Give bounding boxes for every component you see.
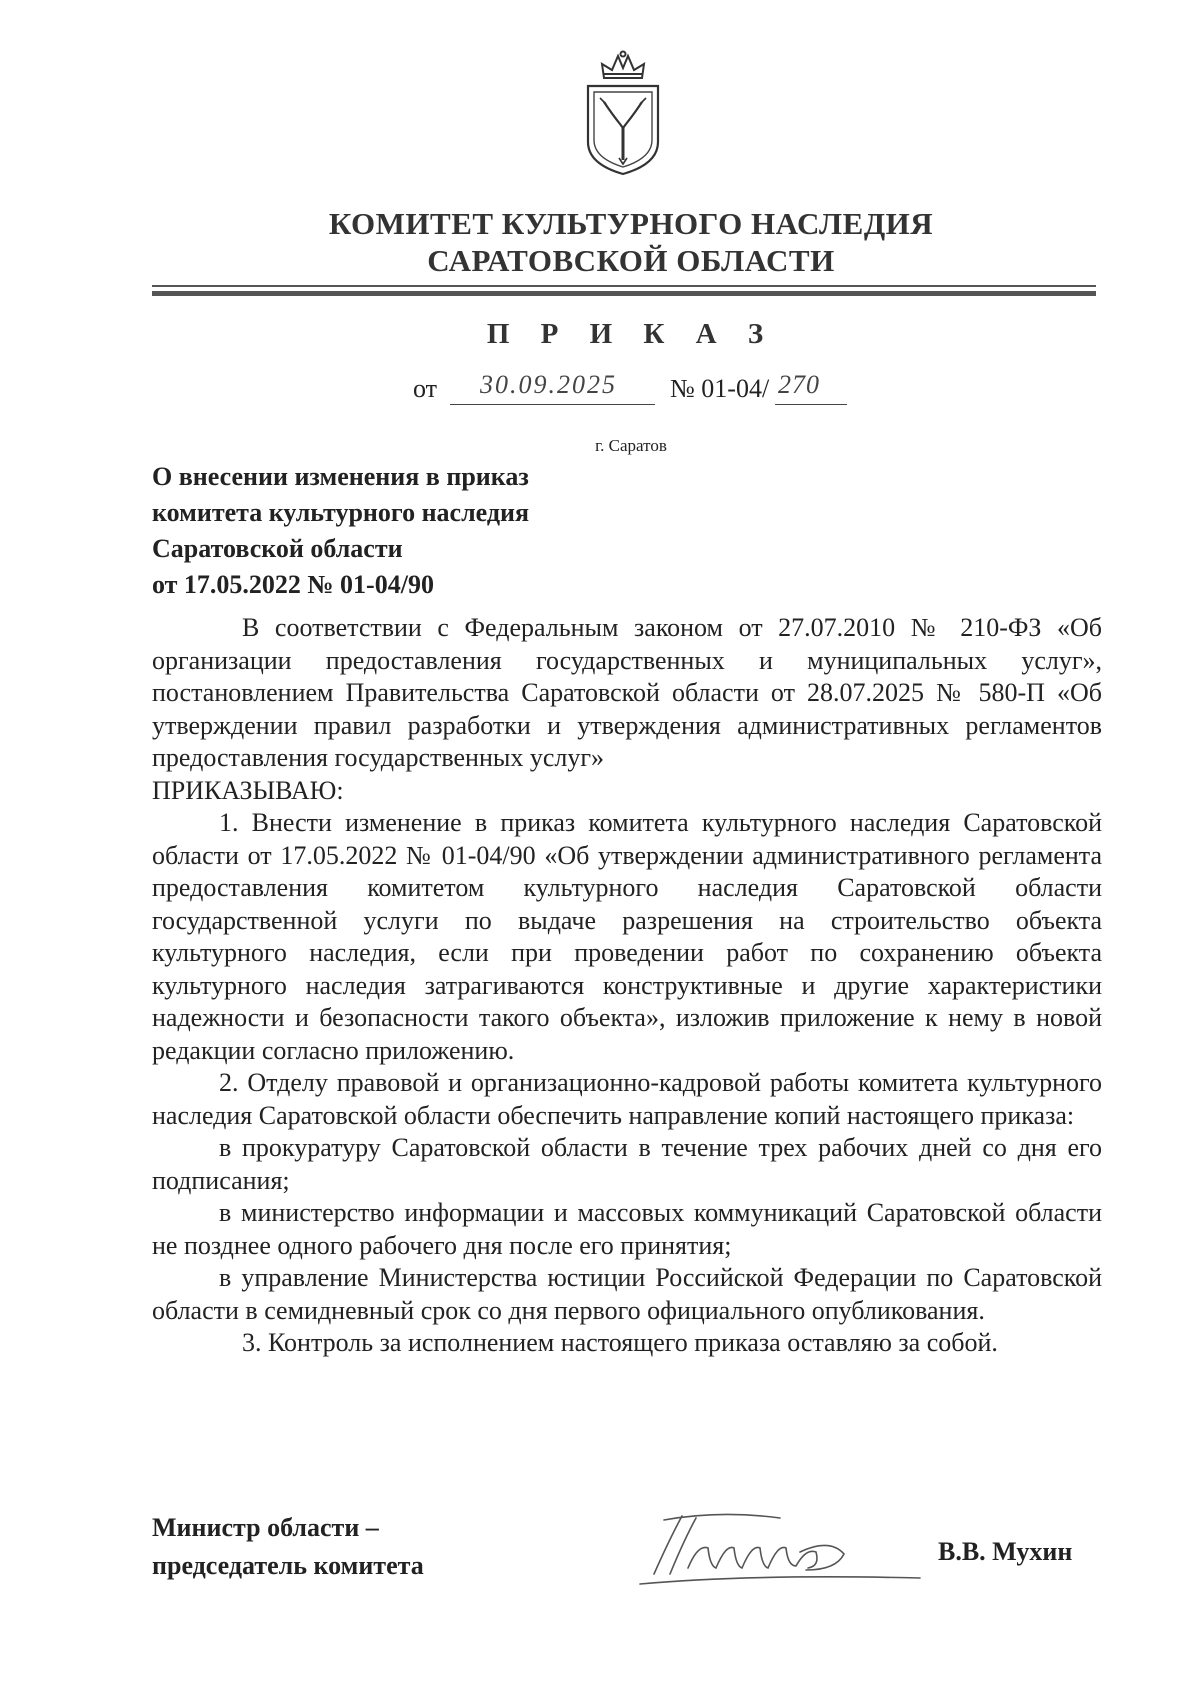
- signatory-name: В.В. Мухин: [938, 1537, 1073, 1566]
- signatory-title: [152, 1509, 424, 1585]
- date-prefix-label: от: [413, 374, 438, 403]
- item-2c-paragraph: в управление Министерства юстиции Российской Федерации по Саратовской области в семидневный срок со дня первого официального опубликования.: [152, 1263, 1102, 1325]
- number-underline: [775, 404, 847, 405]
- item-2-paragraph: 2. Отделу правовой и организационно-кадровой работы комитета культурного наследия Саратовской области обеспечить направление копий настоящего приказа:: [152, 1068, 1102, 1130]
- preamble-paragraph: В соответствии с Федеральным законом от 27.07.2010 № 210-ФЗ «Об организации предоставления государственных и муниципальных услуг», постановлением Правительства Саратовской области от 28.07.2025 № 580-П «Об утверждении правил разработки и утверждения административных регламентов предоставления государственных услуг»: [152, 613, 1102, 772]
- document-number: 270: [778, 370, 820, 399]
- document-type-title: П Р И К А З: [486, 318, 776, 350]
- signatory-title-line2: председатель комитета: [152, 1551, 424, 1580]
- subject-line: комитета культурного наследия: [152, 498, 530, 527]
- document-number-label: № 01-04/: [670, 374, 770, 403]
- item-3-paragraph: 3. Контроль за исполнением настоящего приказа оставляю за собой.: [242, 1328, 998, 1357]
- signatory-title-line1: Министр области –: [152, 1513, 379, 1542]
- header-rule-thin: [152, 285, 1096, 287]
- date-underline: [450, 404, 655, 405]
- organization-name-line1: КОМИТЕТ КУЛЬТУРНОГО НАСЛЕДИЯ: [328, 206, 934, 241]
- item-1-paragraph: 1. Внести изменение в приказ комитета культурного наследия Саратовской области от 17.05.2022 № 01-04/90 «Об утверждении административного регламента предоставления комитетом культурного наследия Саратовской области государственной услуги по выдаче разрешения на строительство объекта культурного наследия, если при проведении работ по сохранению объекта культурного наследия затрагиваются конструктивные и другие характеристики надежности и безопасности такого объекта», изложив приложение к нему в новой редакции согласно приложению.: [152, 808, 1102, 1065]
- saratov-coat-of-arms-icon: [582, 50, 664, 178]
- item-2b-paragraph: в министерство информации и массовых коммуникаций Саратовской области не позднее одного рабочего дня после его принятия;: [152, 1198, 1102, 1260]
- document-body: [152, 612, 1102, 1360]
- document-subject: [152, 459, 529, 603]
- organization-name-line2: САРАТОВСКОЙ ОБЛАСТИ: [427, 243, 835, 278]
- subject-line: от 17.05.2022 № 01-04/90: [152, 570, 434, 599]
- order-word: ПРИКАЗЫВАЮ:: [152, 775, 344, 805]
- document-city: г. Саратов: [595, 436, 667, 455]
- document-date: 30.09.2025: [480, 370, 617, 399]
- subject-line: О внесении изменения в приказ: [152, 462, 529, 491]
- handwritten-signature: [630, 1508, 940, 1588]
- header-rule-thick: [152, 291, 1096, 296]
- item-2a-paragraph: в прокуратуру Саратовской области в течение трех рабочих дней со дня его подписания;: [152, 1133, 1102, 1195]
- subject-line: Саратовской области: [152, 534, 403, 563]
